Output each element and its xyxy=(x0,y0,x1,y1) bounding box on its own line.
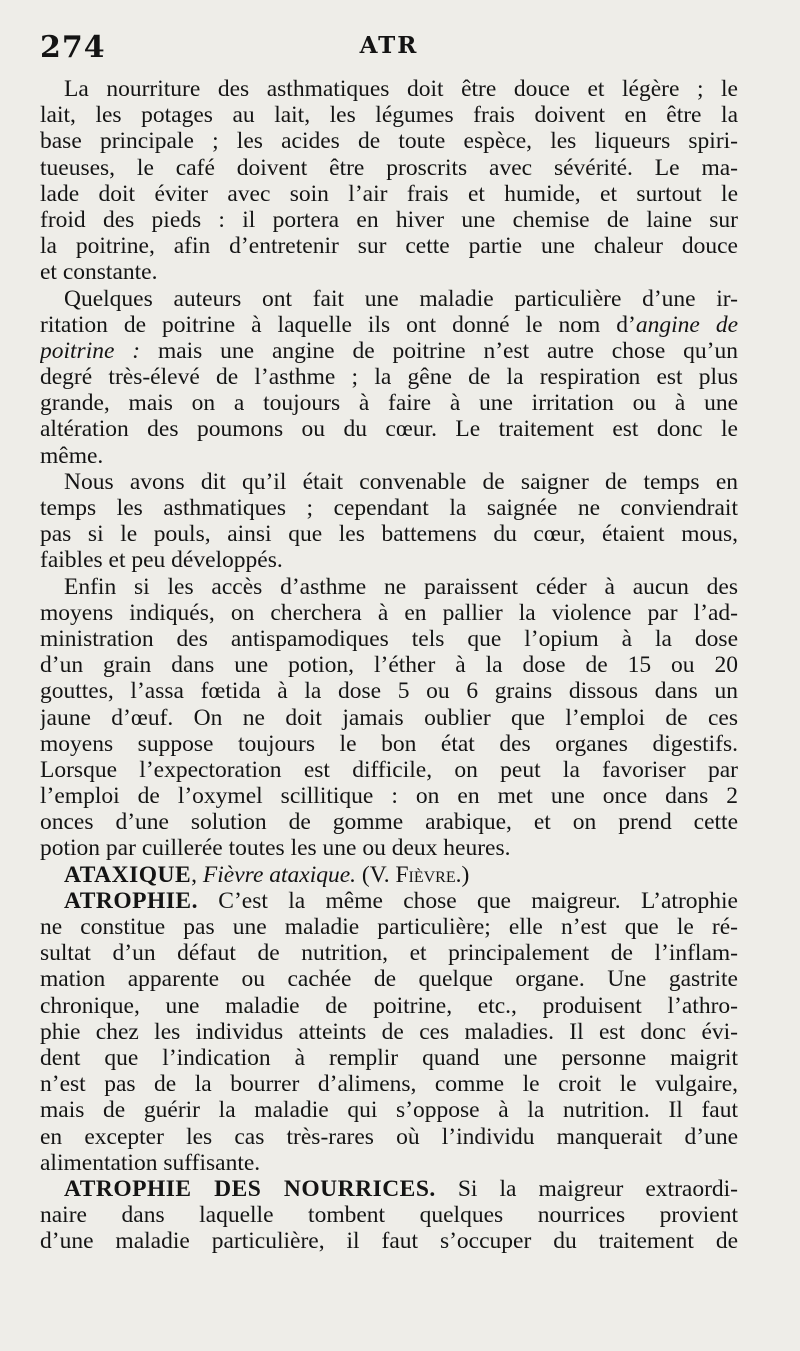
text-line xyxy=(40,364,738,390)
text-segment: (V. xyxy=(356,861,396,888)
text-line xyxy=(40,940,738,966)
text-segment: C’est la même chose que maigreur. L’atrophie xyxy=(197,887,738,914)
text-segment: pas si le pouls, ainsi que les battemens du cœur, étaient mous, xyxy=(40,521,738,548)
text-segment: Quelques auteurs ont fait une maladie particulière d’une ir- xyxy=(64,285,738,312)
text-line xyxy=(40,1150,738,1176)
text-segment: froid des pieds : il portera en hiver une chemise de laine sur xyxy=(40,206,738,233)
text-line xyxy=(40,731,738,757)
text-segment: ne constitue pas une maladie particulière; elle n’est que le ré- xyxy=(40,914,738,940)
text-line xyxy=(40,1071,738,1097)
text-segment: Fièvre xyxy=(395,861,456,888)
text-line xyxy=(40,783,738,809)
text-segment: mais une angine de poitrine n’est autre chose qu’un xyxy=(140,337,738,364)
text-line xyxy=(40,1019,738,1045)
body-text xyxy=(40,76,738,1254)
page-number: 274 xyxy=(40,30,106,65)
text-segment: jaune d’œuf. On ne doit jamais oublier que l’emploi de ces xyxy=(40,704,738,731)
text-segment: alimentation suffisante. xyxy=(40,1149,261,1176)
text-segment: Lorsque l’expectoration est difficile, on peut la favoriser par xyxy=(40,756,738,783)
text-segment: chronique, une maladie de poitrine, etc., produisent l’athro- xyxy=(40,992,738,1019)
text-line xyxy=(40,652,738,678)
text-line xyxy=(40,469,738,495)
text-segment: temps les asthmatiques ; cependant la saignée ne conviendrait xyxy=(40,495,738,521)
text-segment: base principale ; les acides de toute espèce, les liqueurs spiri- xyxy=(40,128,738,155)
text-line xyxy=(40,259,738,285)
text-segment: d’un grain dans une potion, l’éther à la dose de 15 ou 20 xyxy=(40,652,738,679)
text-segment: mais de guérir la maladie qui s’oppose à la nutrition. Il faut xyxy=(40,1097,738,1124)
text-line xyxy=(40,1228,738,1254)
text-segment: faibles et peu développés. xyxy=(40,547,283,574)
text-line xyxy=(40,574,738,600)
text-line xyxy=(40,233,738,259)
text-line xyxy=(40,1097,738,1123)
text-segment: ministration des antispamodiques tels que l’opium à la dose xyxy=(40,625,738,652)
text-line xyxy=(40,757,738,783)
text-line xyxy=(40,390,738,416)
text-line xyxy=(40,835,738,861)
text-line xyxy=(40,338,738,364)
text-line xyxy=(40,1045,738,1071)
text-segment: angine de xyxy=(635,311,738,338)
text-line xyxy=(40,128,738,154)
text-segment: lait, les potages au lait, les légumes frais doivent en être la xyxy=(40,102,738,129)
text-segment: .) xyxy=(455,861,470,888)
text-line xyxy=(40,547,738,573)
text-line xyxy=(40,1176,738,1202)
text-segment: mation apparente ou cachée de quelque organe. Une gastrite xyxy=(40,966,738,993)
text-segment: onces d’une solution de gomme arabique, et on prend cette xyxy=(40,809,738,836)
text-segment: et constante. xyxy=(40,259,158,286)
text-line xyxy=(40,495,738,521)
text-segment: naire dans laquelle tombent quelques nourrices provient xyxy=(40,1202,738,1229)
text-line xyxy=(40,76,738,102)
text-line xyxy=(40,102,738,128)
text-line xyxy=(40,600,738,626)
text-line xyxy=(40,1202,738,1228)
text-segment: l’emploi de l’oxymel scillitique : on en met une once dans 2 xyxy=(40,783,738,810)
text-segment: La nourriture des asthmatiques doit être douce et légère ; le xyxy=(64,76,738,102)
text-line xyxy=(40,521,738,547)
text-line xyxy=(40,678,738,704)
text-segment: d’une maladie particulière, il faut s’occuper du traitement de xyxy=(40,1228,738,1255)
entry-term: ATROPHIE DES NOURRICES. xyxy=(64,1175,436,1202)
text-segment: Fièvre ataxique. xyxy=(202,861,357,888)
text-line xyxy=(40,207,738,233)
text-line xyxy=(40,286,738,312)
text-segment: , xyxy=(191,861,203,888)
text-line xyxy=(40,181,738,207)
text-line xyxy=(40,993,738,1019)
text-segment: n’est pas de la bourrer d’alimens, comme le croit le vulgaire, xyxy=(40,1071,738,1098)
text-segment: grande, mais on a toujours à faire à une irritation ou à une xyxy=(40,390,738,417)
text-segment: gouttes, l’assa fœtida à la dose 5 ou 6 grains dissous dans un xyxy=(40,678,738,705)
text-segment: Enfin si les accès d’asthme ne paraissent céder à aucun des xyxy=(64,573,738,600)
text-line xyxy=(40,416,738,442)
text-segment: ritation de poitrine à laquelle ils ont donné le nom d’ xyxy=(40,311,636,338)
text-segment: moyens suppose toujours le bon état des organes digestifs. xyxy=(40,730,738,757)
text-segment: même. xyxy=(40,442,104,469)
running-head: ATR xyxy=(359,32,419,59)
text-line xyxy=(40,966,738,992)
text-segment: degré très-élevé de l’asthme ; la gêne de la respiration est plus xyxy=(40,364,738,391)
text-line xyxy=(40,626,738,652)
text-segment: potion par cuillerée toutes les une ou deux heures. xyxy=(40,835,511,862)
text-segment: phie chez les individus atteints de ces maladies. Il est donc évi- xyxy=(40,1018,738,1045)
text-line xyxy=(40,443,738,469)
text-segment: poitrine : xyxy=(40,337,141,364)
text-segment: dent que l’indication à remplir quand une personne maigrit xyxy=(40,1044,738,1071)
text-line xyxy=(40,312,738,338)
text-segment: la poitrine, afin d’entretenir sur cette partie une chaleur douce xyxy=(40,233,738,260)
text-line xyxy=(40,862,738,888)
text-segment: lade doit éviter avec soin l’air frais et humide, et surtout le xyxy=(40,180,738,207)
entry-term: ATROPHIE. xyxy=(64,887,198,914)
text-line xyxy=(40,809,738,835)
text-line xyxy=(40,1124,738,1150)
text-segment: altération des poumons ou du cœur. Le traitement est donc le xyxy=(40,416,738,443)
text-segment: tueuses, le café doivent être proscrits avec sévérité. Le ma- xyxy=(40,154,738,181)
text-segment: sultat d’un défaut de nutrition, et principalement de l’inflam- xyxy=(40,940,738,967)
page-header xyxy=(40,30,738,70)
text-line xyxy=(40,914,738,940)
text-segment: en excepter les cas très-rares où l’individu manquerait d’une xyxy=(40,1123,738,1150)
text-line xyxy=(40,888,738,914)
text-line xyxy=(40,155,738,181)
text-segment: Si la maigreur extraordi- xyxy=(435,1175,738,1202)
text-segment: Nous avons dit qu’il était convenable de saigner de temps en xyxy=(64,468,738,495)
text-line xyxy=(40,705,738,731)
text-segment: moyens indiqués, on cherchera à en pallier la violence par l’ad- xyxy=(40,599,738,626)
entry-term: ATAXIQUE xyxy=(64,861,192,888)
